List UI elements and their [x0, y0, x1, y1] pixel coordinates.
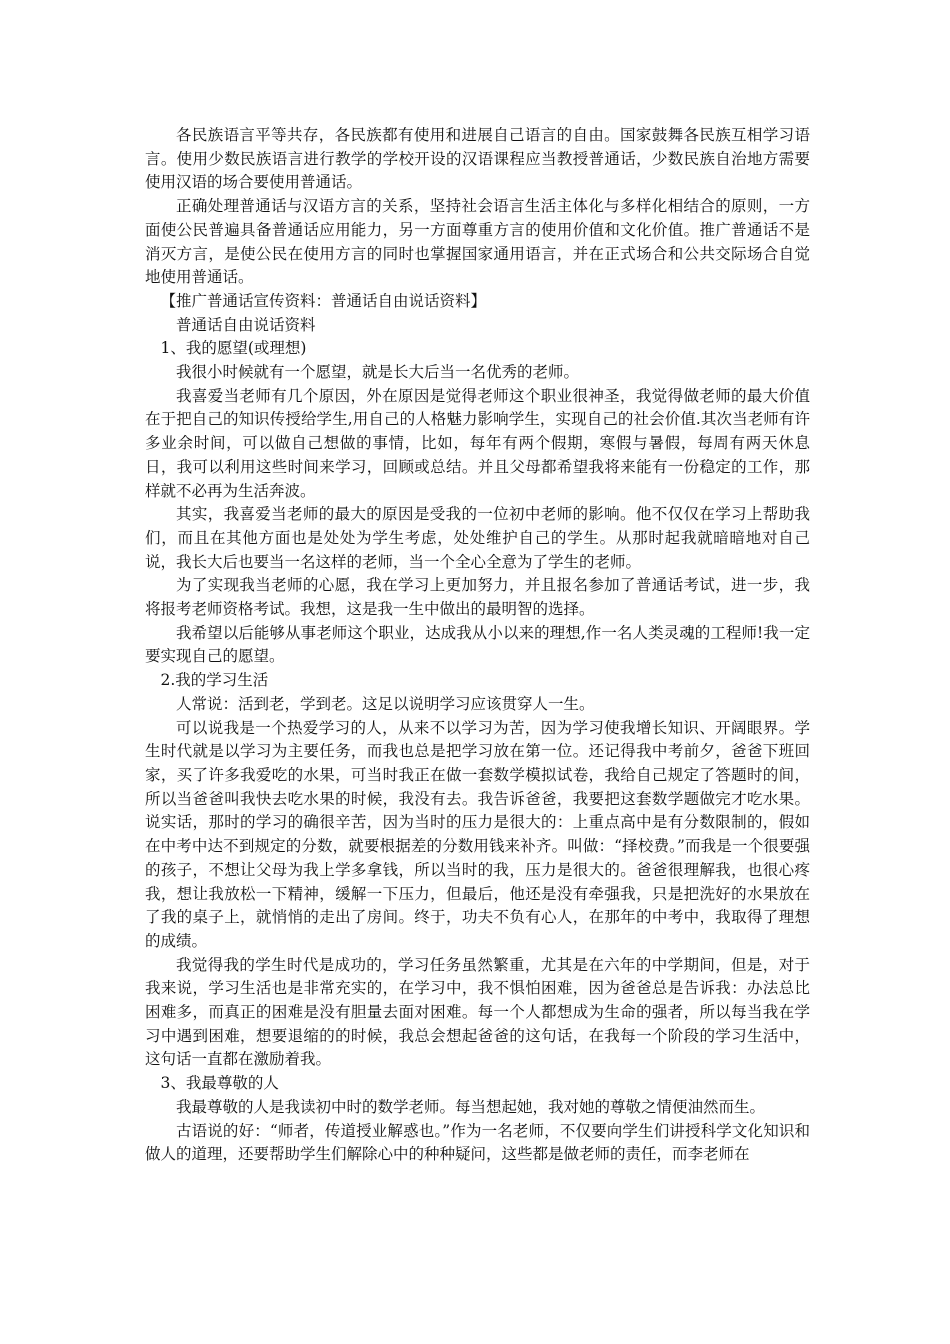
topic-heading-1: 1、我的愿望(或理想) [160, 339, 307, 358]
paragraph: 我最尊敬的人是我读初中时的数学老师。每当想起她，我对她的尊敬之情便油然而生。 [176, 1097, 766, 1116]
topic-heading-3: 3、我最尊敬的人 [160, 1074, 279, 1093]
document-body [145, 124, 810, 1167]
section-title: 【推广普通话宣传资料：普通话自由说话资料】 [160, 291, 487, 310]
paragraph: 为了实现我当老师的心愿，我在学习上更加努力，并且报名参加了普通话考试，进一步，我将报考老师资格考试。我想，这是我一生中做出的最明智的选择。 [145, 576, 810, 619]
subtitle: 普通话自由说话资料 [176, 315, 316, 334]
paragraph-dialect-relationship: 正确处理普通话与汉语方言的关系，坚持社会语言生活主体化与多样化相结合的原则，一方面使公民普遍具备普通话应用能力，另一方面尊重方言的使用价值和文化价值。推广普通话不是消灭方言，是使公民在使用方言的同时也掌握国家通用语言，并在正式场合和公共交际场合自觉地使用普通话。 [145, 197, 810, 287]
paragraph-language-equality: 各民族语言平等共存，各民族都有使用和进展自己语言的自由。国家鼓舞各民族互相学习语言。使用少数民族语言进行教学的学校开设的汉语课程应当教授普通话，少数民族自治地方需要使用汉语的场合要使用普通话。 [145, 126, 810, 192]
paragraph: 人常说：活到老，学到老。这足以说明学习应该贯穿人一生。 [176, 694, 595, 713]
paragraph: 我喜爱当老师有几个原因，外在原因是觉得老师这个职业很神圣，我觉得做老师的最大价值在于把自己的知识传授给学生,用自己的人格魅力影响学生，实现自己的社会价值.其次当老师有许多业余时间，可以做自己想做的事情，比如，每年有两个假期，寒假与暑假，每周有两天休息日，我可以利用这些时间来学习，回顾或总结。并且父母都希望我将来能有一份稳定的工作，那样就不必再为生活奔波。 [145, 386, 810, 500]
topic-heading-2: 2.我的学习生活 [160, 671, 269, 690]
paragraph: 我希望以后能够从事老师这个职业，达成我从小以来的理想,作一名人类灵魂的工程师!我一定要实现自己的愿望。 [145, 623, 810, 666]
paragraph: 古语说的好：“师者，传道授业解惑也。”作为一名老师，不仅要向学生们讲授科学文化知识和做人的道理，还要帮助学生们解除心中的种种疑问，这些都是做老师的责任，而李老师在 [145, 1121, 810, 1164]
paragraph: 可以说我是一个热爱学习的人，从来不以学习为苦，因为学习使我增长知识、开阔眼界。学生时代就是以学习为主要任务，而我也总是把学习放在第一位。还记得我中考前夕，爸爸下班回家，买了许多我爱吃的水果，可当时我正在做一套数学模拟试卷，我给自己规定了答题时的间，所以当爸爸叫我快去吃水果的时候，我没有去。我告诉爸爸，我要把这套数学题做完才吃水果。说实话，那时的学习的确很辛苦，因为当时的压力是很大的：上重点高中是有分数限制的，假如在中考中达不到规定的分数，就要根据差的分数用钱来补齐。叫做：“择校费。”而我是一个很要强的孩子，不想让父母为我上学多拿钱，所以当时的我，压力是很大的。爸爸很理解我，也很心疼我，想让我放松一下精神，缓解一下压力，但最后，他还是没有牵强我，只是把洗好的水果放在了我的桌子上，就悄悄的走出了房间。终于，功夫不负有心人，在那年的中考中，我取得了理想的成绩。 [145, 718, 810, 950]
paragraph: 其实，我喜爱当老师的最大的原因是受我的一位初中老师的影响。他不仅仅在学习上帮助我们，而且在其他方面也是处处为学生考虑，处处维护自己的学生。从那时起我就暗暗地对自己说，我长大后也要当一名这样的老师，当一个全心全意为了学生的老师。 [145, 505, 810, 571]
paragraph: 我很小时候就有一个愿望，就是长大后当一名优秀的老师。 [176, 363, 580, 382]
paragraph: 我觉得我的学生时代是成功的，学习任务虽然繁重，尤其是在六年的中学期间，但是，对于我来说，学习生活也是非常充实的，在学习中，我不惧怕困难，因为爸爸总是告诉我：办法总比困难多，而真正的困难是没有胆量去面对困难。每一个人都想成为生命的强者，所以每当我在学习中遇到困难，想要退缩的的时候，我总会想起爸爸的这句话，在我每一个阶段的学习生活中，这句话一直都在激励着我。 [145, 955, 810, 1069]
